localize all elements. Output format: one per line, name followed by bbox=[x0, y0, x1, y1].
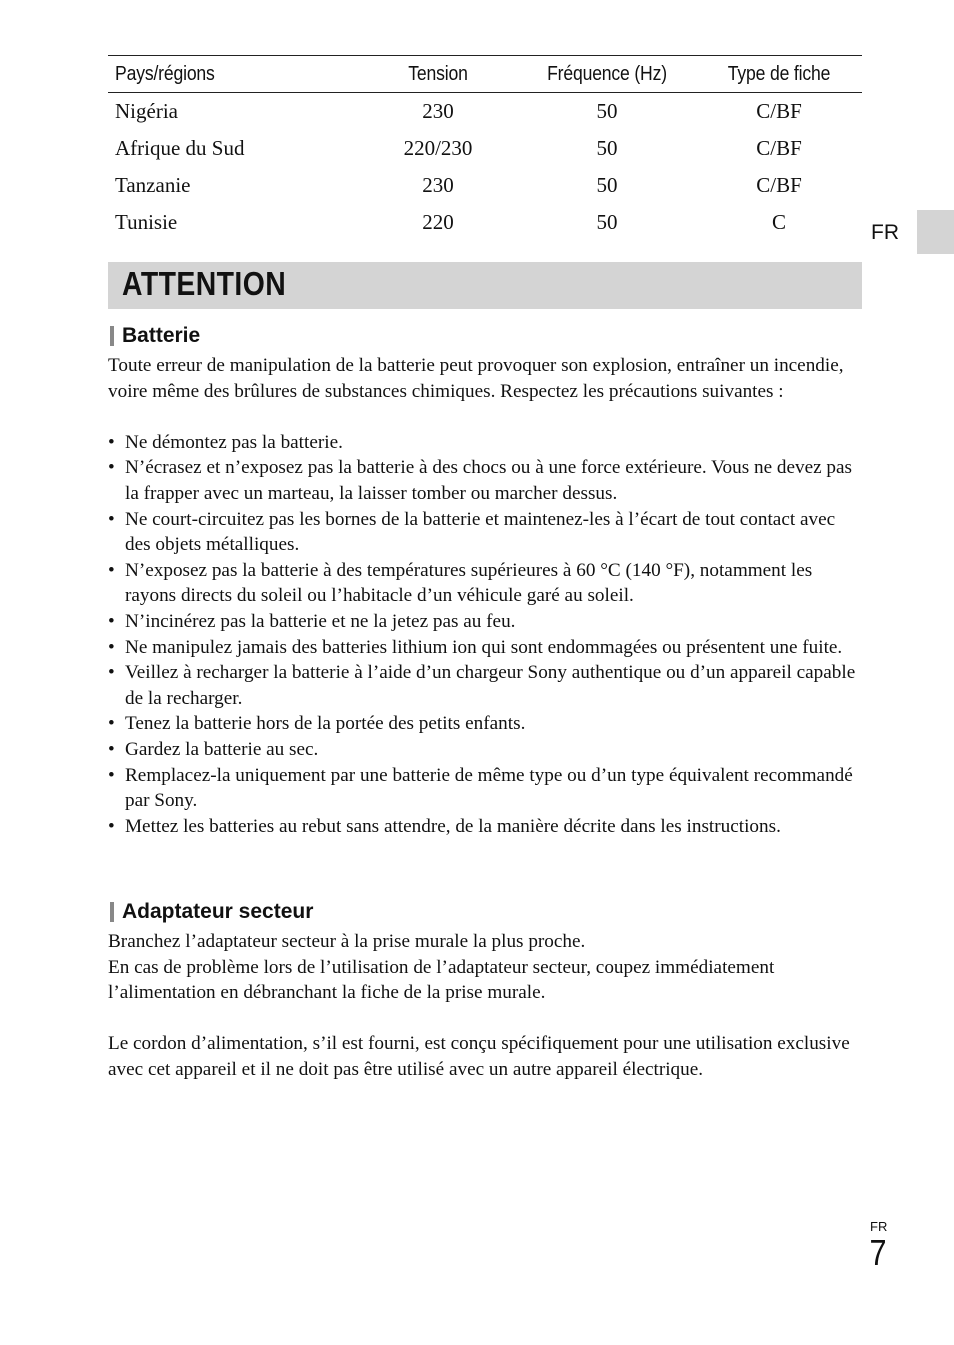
header-country: Pays/régions bbox=[108, 56, 328, 93]
header-voltage: Tension bbox=[368, 56, 509, 93]
list-item bbox=[108, 455, 862, 506]
attention-banner bbox=[108, 262, 862, 309]
table-row bbox=[108, 93, 862, 131]
bullet-icon: • bbox=[108, 713, 115, 735]
table-header-row bbox=[108, 56, 862, 93]
attention-title: ATTENTION bbox=[122, 265, 287, 302]
cell-country: Tunisie bbox=[115, 210, 178, 234]
heading-marker bbox=[110, 326, 114, 346]
adaptateur-para-1: Branchez l’adaptateur secteur à la prise murale la plus proche. bbox=[108, 931, 586, 952]
cell-country: Tanzanie bbox=[115, 173, 191, 197]
list-item bbox=[108, 660, 862, 711]
table-row bbox=[108, 167, 862, 204]
adaptateur-heading bbox=[110, 900, 313, 924]
list-item bbox=[108, 635, 862, 661]
voltage-table bbox=[108, 55, 862, 241]
table-row bbox=[108, 204, 862, 241]
bullet-icon: • bbox=[108, 636, 115, 658]
list-item bbox=[108, 814, 862, 840]
list-item-text: N’exposez pas la batterie à des températures supérieures à 60 °C (140 °F), notamment les rayons directs du soleil ou l’habitacle d’un véhicule garé au soleil. bbox=[125, 559, 813, 607]
cell-frequency: 50 bbox=[596, 99, 618, 123]
header-plug-type: Type de fiche bbox=[706, 56, 852, 93]
footer-language: FR bbox=[870, 1219, 888, 1234]
adaptateur-para-2: En cas de problème lors de l’utilisation de l’adaptateur secteur, coupez immédiatement l’alimentation en débranchant la fiche de la prise murale. bbox=[108, 956, 775, 1004]
list-item-text: N’incinérez pas la batterie et ne la jetez pas au feu. bbox=[125, 610, 516, 632]
cell-frequency: 50 bbox=[596, 210, 618, 234]
list-item bbox=[108, 737, 862, 763]
language-label: FR bbox=[871, 221, 899, 244]
language-side-tab bbox=[917, 210, 954, 254]
bullet-icon: • bbox=[108, 431, 115, 453]
batterie-heading bbox=[110, 324, 200, 348]
list-item-text: Veillez à recharger la batterie à l’aide d’un chargeur Sony authentique ou d’un appareil capable de la recharger. bbox=[125, 662, 856, 709]
list-item bbox=[108, 558, 862, 609]
table-row bbox=[108, 130, 862, 167]
header-frequency: Fréquence (Hz) bbox=[529, 56, 686, 93]
bullet-icon: • bbox=[108, 662, 115, 684]
batterie-heading-text: Batterie bbox=[122, 324, 201, 347]
batterie-intro: Toute erreur de manipulation de la batterie peut provoquer son explosion, entraîner un incendie, voire même des brûlures de substances chimiques. Respectez les précautions suivantes : bbox=[108, 355, 844, 402]
bullet-icon: • bbox=[108, 559, 115, 581]
batterie-precautions-list bbox=[108, 430, 862, 840]
adaptateur-body bbox=[108, 929, 862, 1083]
cell-frequency: 50 bbox=[596, 173, 618, 197]
adaptateur-para-3: Le cordon d’alimentation, s’il est fourni, est conçu spécifiquement pour une utilisation exclusive avec cet appareil et il ne doit pas être utilisé avec un autre appareil électrique. bbox=[108, 1033, 850, 1080]
list-item-text: Ne manipulez jamais des batteries lithium ion qui sont endommagées ou présentent une fuite. bbox=[125, 636, 843, 658]
cell-country: Nigéria bbox=[115, 99, 178, 123]
page-number: 7 bbox=[869, 1232, 887, 1273]
bullet-icon: • bbox=[108, 457, 115, 479]
list-item bbox=[108, 763, 862, 814]
cell-voltage: 220/230 bbox=[403, 136, 473, 160]
list-item-text: Mettez les batteries au rebut sans attendre, de la manière décrite dans les instructions. bbox=[125, 815, 781, 837]
list-item-text: Ne démontez pas la batterie. bbox=[125, 431, 343, 453]
cell-voltage: 230 bbox=[422, 99, 454, 123]
cell-frequency: 50 bbox=[596, 136, 618, 160]
list-item-text: N’écrasez et n’exposez pas la batterie à des chocs ou à une force extérieure. Vous ne devez pas la frapper avec un marteau, la laisser tomber ou marcher dessus. bbox=[125, 457, 853, 504]
voltage-table-section bbox=[108, 55, 862, 241]
list-item-text: Gardez la batterie au sec. bbox=[125, 738, 319, 760]
batterie-body bbox=[108, 353, 862, 839]
adaptateur-heading-text: Adaptateur secteur bbox=[122, 900, 314, 923]
cell-plug-type: C/BF bbox=[756, 173, 802, 197]
cell-plug-type: C/BF bbox=[756, 99, 802, 123]
cell-voltage: 230 bbox=[422, 173, 454, 197]
list-item-text: Tenez la batterie hors de la portée des petits enfants. bbox=[125, 713, 526, 735]
cell-plug-type: C/BF bbox=[756, 136, 802, 160]
cell-country: Afrique du Sud bbox=[115, 136, 245, 160]
bullet-icon: • bbox=[108, 815, 115, 837]
bullet-icon: • bbox=[108, 508, 115, 530]
heading-marker bbox=[110, 902, 114, 922]
list-item-text: Ne court-circuitez pas les bornes de la batterie et maintenez-les à l’écart de tout contact avec des objets métalliques. bbox=[125, 508, 836, 556]
bullet-icon: • bbox=[108, 764, 115, 786]
list-item bbox=[108, 507, 862, 558]
list-item bbox=[108, 609, 862, 635]
list-item-text: Remplacez-la uniquement par une batterie de même type ou d’un type équivalent recommandé par Sony. bbox=[125, 764, 853, 812]
cell-plug-type: C bbox=[771, 210, 786, 234]
bullet-icon: • bbox=[108, 738, 115, 760]
bullet-icon: • bbox=[108, 610, 115, 632]
cell-voltage: 220 bbox=[422, 210, 454, 234]
list-item bbox=[108, 711, 862, 737]
list-item bbox=[108, 430, 862, 456]
